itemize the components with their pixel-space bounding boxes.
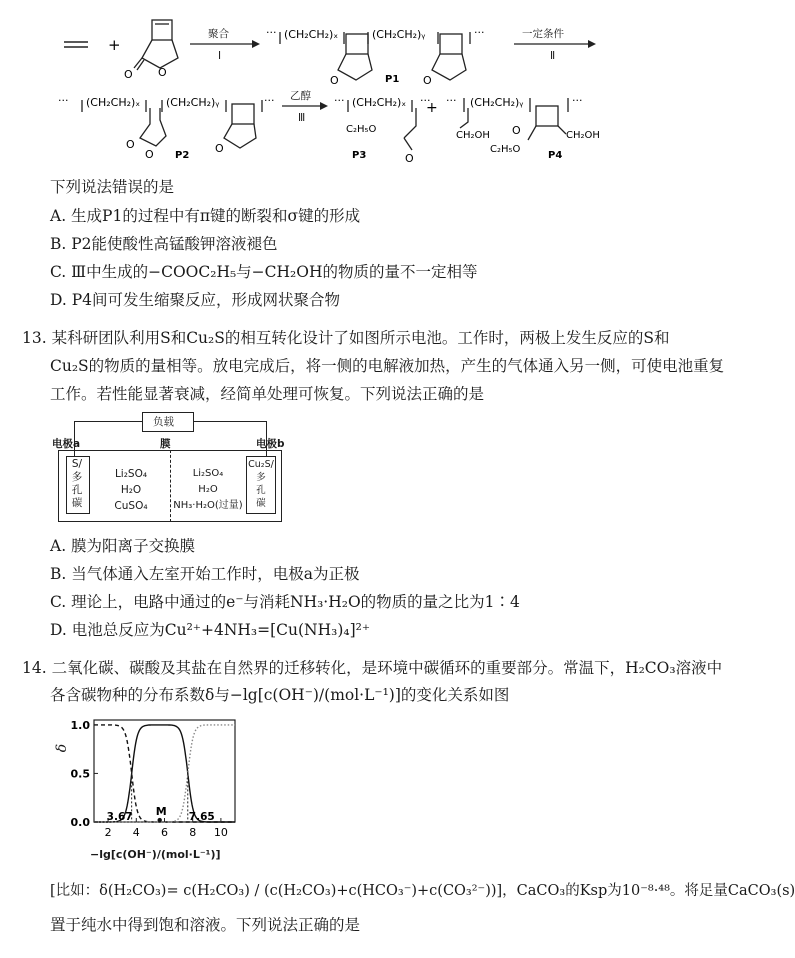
svg-text:···: ···: [266, 26, 277, 39]
arrow2-step: Ⅱ: [550, 50, 556, 62]
point-m: [158, 818, 162, 822]
x-tick-label: 8: [189, 826, 197, 839]
point-m-label: M: [155, 805, 167, 819]
svg-text:O: O: [512, 124, 521, 137]
distribution-chart: [50, 710, 250, 870]
left-solution-l2: H₂O: [120, 484, 142, 496]
svg-text:···: ···: [572, 94, 583, 107]
q13-stem-line3: 工作。若性能显著衰减，经简单处理可恢复。下列说法正确的是: [50, 385, 485, 403]
electrode-a-label: 电极a: [52, 438, 81, 450]
svg-text:O: O: [126, 138, 135, 151]
svg-text:+: +: [426, 100, 438, 116]
left-solution-l3: CuSO₄: [114, 500, 148, 512]
svg-text:O: O: [423, 74, 432, 87]
q14-stem-line2: 各含碳物种的分布系数δ与−lg[c(OH⁻)/(mol·L⁻¹)]的变化关系如图: [50, 686, 510, 704]
q13-stem-line1: 13. 某科研团队利用S和Cu₂S的相互转化设计了如图所示电池。工作时，两极上发生反应的S和: [22, 329, 670, 347]
arrow2-condition: 一定条件: [522, 28, 564, 40]
q14-note-line2: 置于纯水中得到饱和溶液。下列说法正确的是: [50, 916, 361, 934]
svg-text:···: ···: [58, 94, 69, 107]
left-electrode-l1: S/: [71, 458, 83, 470]
svg-text:C₂H₅O: C₂H₅O: [346, 124, 377, 135]
svg-text:O: O: [124, 68, 133, 81]
q13-option-c: C. 理论上，电路中通过的e⁻与消耗NH₃·H₂O的物质的量之比为1∶4: [50, 593, 520, 611]
svg-text:(CH₂CH₂)ᵧ: (CH₂CH₂)ᵧ: [166, 96, 220, 109]
svg-text:(CH₂CH₂)ᵧ: (CH₂CH₂)ᵧ: [470, 96, 524, 109]
svg-text:···: ···: [264, 94, 275, 107]
battery-diagram: [50, 410, 290, 524]
p2-label: P2: [175, 150, 190, 161]
plus-sign: +: [108, 36, 121, 54]
crossing-label-2: 7.65: [188, 811, 215, 823]
svg-text:(CH₂CH₂)ₓ: (CH₂CH₂)ₓ: [86, 96, 141, 109]
svg-text:O: O: [215, 142, 224, 155]
arrow3-condition: 乙醇: [290, 90, 311, 102]
right-electrode-l3: 孔: [256, 485, 266, 496]
x-tick-label: 6: [161, 826, 168, 839]
svg-text:O: O: [158, 66, 167, 79]
arrow3-step: Ⅲ: [298, 112, 306, 124]
monomer-structure: [134, 20, 178, 70]
left-electrode-l4: 碳: [71, 497, 83, 509]
right-solution-l2: H₂O: [198, 484, 218, 495]
q12-option-a: A. 生成P1的过程中有π键的断裂和σ键的形成: [50, 207, 361, 225]
y-tick-label: 1.0: [70, 718, 90, 732]
chart-ylabel: δ: [54, 743, 71, 753]
right-solution-l3: NH₃·H₂O(过量): [173, 500, 243, 511]
q13-option-d: D. 电池总反应为Cu²⁺+4NH₃=[Cu(NH₃)₄]²⁺: [50, 621, 371, 639]
svg-text:(CH₂CH₂)ᵧ: (CH₂CH₂)ᵧ: [372, 28, 426, 41]
p3-label: P3: [352, 150, 367, 161]
q13-option-b: B. 当气体通入左室开始工作时，电极a为正极: [50, 565, 360, 583]
q14-note-line1: [比如：δ(H₂CO₃)= c(H₂CO₃) / (c(H₂CO₃)+c(HCO₃⁻)+c(CO₃²⁻))]，CaCO₃的Ksp为10⁻⁸·⁴⁸。将足量CaCO₃(s): [50, 883, 795, 899]
x-tick-label: 4: [132, 826, 140, 839]
x-tick-label: 10: [213, 826, 228, 839]
left-electrode-l2: 多: [71, 471, 83, 483]
membrane-label: 膜: [160, 438, 171, 450]
y-tick-label: 0.5: [70, 767, 90, 781]
chart-xlabel: −lg[c(OH⁻)/(mol·L⁻¹)]: [90, 848, 221, 861]
crossing-label-1: 3.67: [106, 811, 133, 823]
svg-text:C₂H₅O: C₂H₅O: [490, 144, 521, 155]
svg-text:O: O: [405, 152, 414, 165]
svg-text:(CH₂CH₂)ₓ: (CH₂CH₂)ₓ: [284, 28, 339, 41]
x-tick-label: 2: [104, 826, 112, 839]
arrow1-step: Ⅰ: [218, 50, 222, 62]
left-electrode-l3: 孔: [71, 484, 83, 496]
svg-text:···: ···: [420, 94, 431, 107]
left-solution-l1: Li₂SO₄: [114, 468, 148, 480]
q13-stem-line2: Cu₂S的物质的量相等。放电完成后，将一侧的电解液加热，产生的气体通入另一侧，可使电池重复: [50, 357, 725, 375]
electrode-b-label: 电极b: [256, 438, 285, 450]
right-electrode-l1: Cu₂S/: [248, 459, 274, 470]
p4-label: P4: [548, 150, 563, 161]
p1-label: P1: [385, 74, 400, 85]
right-electrode-l4: 碳: [256, 498, 266, 509]
q12-stem: 下列说法错误的是: [50, 178, 175, 196]
q12-option-c: C. Ⅲ中生成的−COOC₂H₅与−CH₂OH的物质的量不一定相等: [50, 263, 478, 281]
right-solution-l1: Li₂SO₄: [192, 468, 224, 479]
reaction-scheme: [0, 0, 692, 170]
q13-option-a: A. 膜为阳离子交换膜: [50, 537, 196, 555]
svg-text:CH₂OH: CH₂OH: [566, 130, 600, 141]
svg-text:(CH₂CH₂)ₓ: (CH₂CH₂)ₓ: [352, 96, 407, 109]
svg-text:O: O: [145, 148, 154, 161]
arrow1-condition: 聚合: [208, 28, 229, 40]
scheme-svg: [0, 0, 692, 170]
q12-option-b: B. P2能使酸性高锰酸钾溶液褪色: [50, 235, 278, 253]
svg-text:CH₂OH: CH₂OH: [456, 130, 490, 141]
svg-text:O: O: [330, 74, 339, 87]
svg-text:···: ···: [446, 94, 457, 107]
y-tick-label: 0.0: [70, 816, 90, 829]
load-label: 负载: [153, 416, 174, 428]
right-electrode-l2: 多: [256, 472, 266, 483]
svg-text:···: ···: [334, 94, 345, 107]
q12-option-d: D. P4间可发生缩聚反应，形成网状聚合物: [50, 291, 341, 309]
q14-stem-line1: 14. 二氧化碳、碳酸及其盐在自然界的迁移转化，是环境中碳循环的重要部分。常温下，H₂CO₃溶液中: [22, 659, 723, 677]
svg-text:···: ···: [474, 26, 485, 39]
